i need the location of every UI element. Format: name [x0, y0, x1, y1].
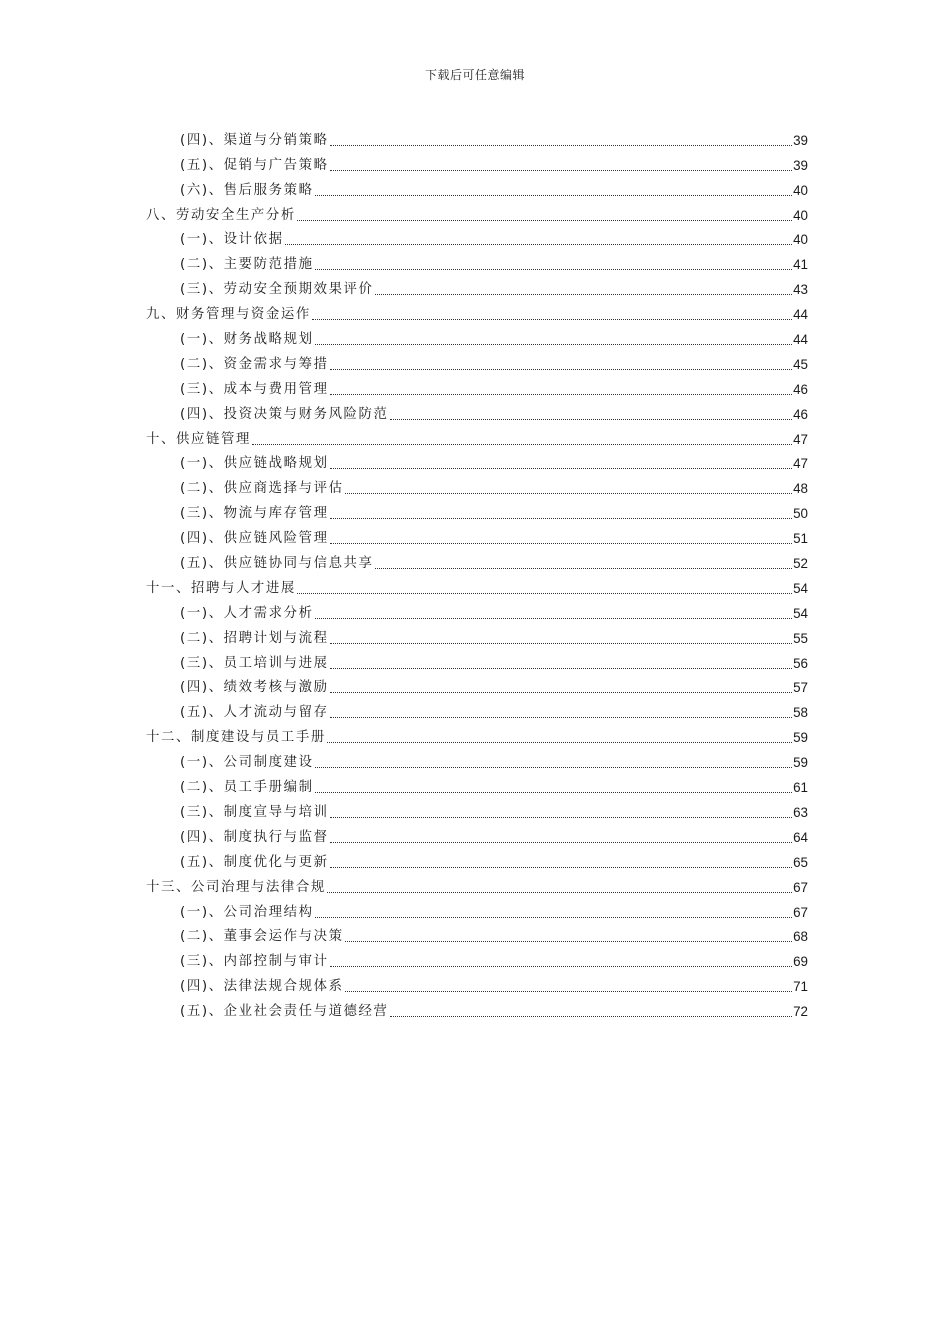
toc-entry-title: (一)、财务战略规划: [180, 332, 314, 348]
toc-page-number: 71: [793, 979, 808, 995]
toc-entry-title: (二)、员工手册编制: [180, 780, 314, 796]
toc-dot-leader: [330, 170, 793, 171]
toc-dot-leader: [315, 618, 793, 619]
toc-page-number: 51: [793, 531, 808, 547]
toc-page-number: 52: [793, 556, 808, 572]
toc-entry-title: 十一、招聘与人才进展: [146, 580, 296, 596]
toc-dot-leader: [330, 717, 793, 718]
toc-section-entry[interactable]: [146, 972, 808, 997]
toc-section-entry[interactable]: [146, 474, 808, 499]
toc-page-number: 65: [793, 854, 808, 870]
toc-page-number: 45: [793, 356, 808, 372]
toc-entry-title: (四)、供应链风险管理: [180, 531, 329, 547]
toc-page-number: 67: [793, 879, 808, 895]
toc-page-number: 40: [793, 182, 808, 198]
toc-entry-title: (三)、员工培训与进展: [180, 655, 329, 671]
table-of-contents: [146, 126, 808, 1022]
toc-section-entry[interactable]: [146, 450, 808, 475]
toc-entry-title: (三)、物流与库存管理: [180, 506, 329, 522]
toc-dot-leader: [327, 892, 792, 893]
toc-dot-leader: [390, 1016, 793, 1017]
toc-page-number: 56: [793, 655, 808, 671]
toc-entry-title: 九、财务管理与资金运作: [146, 307, 311, 323]
toc-entry-title: (三)、成本与费用管理: [180, 381, 329, 397]
toc-dot-leader: [330, 692, 793, 693]
toc-entry-title: (五)、促销与广告策略: [180, 157, 329, 173]
toc-chapter-entry[interactable]: [146, 723, 808, 748]
toc-dot-leader: [345, 493, 793, 494]
toc-entry-title: (三)、制度宣导与培训: [180, 804, 329, 820]
toc-page-number: 46: [793, 406, 808, 422]
toc-entry-title: (四)、法律法规合规体系: [180, 979, 344, 995]
toc-page-number: 43: [793, 282, 808, 298]
toc-dot-leader: [315, 344, 793, 345]
toc-page-number: 54: [793, 605, 808, 621]
toc-section-entry[interactable]: [146, 649, 808, 674]
toc-page-number: 44: [793, 332, 808, 348]
toc-entry-title: (二)、董事会运作与决策: [180, 929, 344, 945]
toc-entry-title: (三)、内部控制与审计: [180, 954, 329, 970]
toc-dot-leader: [330, 369, 793, 370]
toc-section-entry[interactable]: [146, 773, 808, 798]
toc-page-number: 50: [793, 506, 808, 522]
toc-entry-title: (四)、渠道与分销策略: [180, 132, 329, 148]
toc-dot-leader: [345, 991, 793, 992]
toc-dot-leader: [297, 220, 792, 221]
toc-page-number: 39: [793, 132, 808, 148]
toc-section-entry[interactable]: [146, 176, 808, 201]
toc-entry-title: (二)、招聘计划与流程: [180, 630, 329, 646]
toc-chapter-entry[interactable]: [146, 300, 808, 325]
toc-dot-leader: [327, 742, 792, 743]
toc-section-entry[interactable]: [146, 350, 808, 375]
toc-dot-leader: [345, 941, 793, 942]
toc-page-number: 47: [793, 431, 808, 447]
toc-entry-title: (六)、售后服务策略: [180, 182, 314, 198]
toc-page-number: 63: [793, 804, 808, 820]
toc-entry-title: (一)、设计依据: [180, 232, 284, 248]
toc-page-number: 59: [793, 755, 808, 771]
toc-entry-title: (五)、供应链协同与信息共享: [180, 556, 374, 572]
toc-entry-title: (二)、资金需求与筹措: [180, 356, 329, 372]
toc-dot-leader: [315, 195, 793, 196]
toc-entry-title: 十、供应链管理: [146, 431, 251, 447]
toc-section-entry[interactable]: [146, 250, 808, 275]
toc-page-number: 40: [793, 232, 808, 248]
toc-dot-leader: [330, 543, 793, 544]
toc-chapter-entry[interactable]: [146, 201, 808, 226]
toc-section-entry[interactable]: [146, 375, 808, 400]
toc-dot-leader: [312, 319, 792, 320]
toc-entry-title: 十二、制度建设与员工手册: [146, 730, 326, 746]
toc-section-entry[interactable]: [146, 923, 808, 948]
toc-section-entry[interactable]: [146, 325, 808, 350]
toc-dot-leader: [330, 518, 793, 519]
toc-entry-title: (一)、公司制度建设: [180, 755, 314, 771]
toc-section-entry[interactable]: [146, 275, 808, 300]
toc-page-number: 58: [793, 705, 808, 721]
toc-section-entry[interactable]: [146, 599, 808, 624]
toc-dot-leader: [252, 444, 792, 445]
toc-page-number: 61: [793, 780, 808, 796]
toc-entry-title: (四)、投资决策与财务风险防范: [180, 406, 389, 422]
toc-section-entry[interactable]: [146, 748, 808, 773]
toc-entry-title: (二)、供应商选择与评估: [180, 481, 344, 497]
toc-page-number: 68: [793, 929, 808, 945]
toc-section-entry[interactable]: [146, 400, 808, 425]
toc-entry-title: 十三、公司治理与法律合规: [146, 879, 326, 895]
toc-dot-leader: [330, 817, 793, 818]
toc-dot-leader: [315, 917, 793, 918]
toc-section-entry[interactable]: [146, 848, 808, 873]
toc-dot-leader: [330, 668, 793, 669]
toc-entry-title: (四)、制度执行与监督: [180, 829, 329, 845]
toc-entry-title: (一)、供应链战略规划: [180, 456, 329, 472]
toc-page-number: 54: [793, 580, 808, 596]
toc-section-entry[interactable]: [146, 499, 808, 524]
toc-page-number: 67: [793, 904, 808, 920]
toc-page-number: 57: [793, 680, 808, 696]
toc-page-number: 47: [793, 456, 808, 472]
toc-dot-leader: [330, 468, 793, 469]
toc-section-entry[interactable]: [146, 624, 808, 649]
toc-chapter-entry[interactable]: [146, 873, 808, 898]
toc-dot-leader: [390, 419, 793, 420]
toc-entry-title: (五)、制度优化与更新: [180, 854, 329, 870]
toc-entry-title: (一)、人才需求分析: [180, 605, 314, 621]
toc-dot-leader: [330, 867, 793, 868]
toc-entry-title: (一)、公司治理结构: [180, 904, 314, 920]
toc-page-number: 59: [793, 730, 808, 746]
toc-dot-leader: [330, 145, 793, 146]
toc-dot-leader: [315, 767, 793, 768]
toc-dot-leader: [330, 966, 793, 967]
toc-section-entry[interactable]: [146, 674, 808, 699]
toc-page-number: 39: [793, 157, 808, 173]
toc-chapter-entry[interactable]: [146, 574, 808, 599]
toc-dot-leader: [285, 244, 793, 245]
toc-page-number: 55: [793, 630, 808, 646]
toc-page-number: 46: [793, 381, 808, 397]
toc-page-number: 44: [793, 307, 808, 323]
toc-dot-leader: [330, 394, 793, 395]
toc-entry-title: (二)、主要防范措施: [180, 257, 314, 273]
toc-section-entry[interactable]: [146, 524, 808, 549]
toc-page-number: 69: [793, 954, 808, 970]
toc-page-number: 64: [793, 829, 808, 845]
toc-page-number: 40: [793, 207, 808, 223]
toc-section-entry[interactable]: [146, 226, 808, 251]
toc-section-entry[interactable]: [146, 549, 808, 574]
toc-page-number: 72: [793, 1004, 808, 1020]
toc-entry-title: (五)、人才流动与留存: [180, 705, 329, 721]
toc-page-number: 41: [793, 257, 808, 273]
toc-entry-title: (五)、企业社会责任与道德经营: [180, 1004, 389, 1020]
toc-section-entry[interactable]: [146, 798, 808, 823]
toc-dot-leader: [315, 269, 793, 270]
toc-section-entry[interactable]: [146, 947, 808, 972]
toc-dot-leader: [330, 643, 793, 644]
toc-page-number: 48: [793, 481, 808, 497]
page-header: 下载后可任意编辑: [424, 68, 525, 82]
toc-section-entry[interactable]: [146, 151, 808, 176]
toc-entry-title: 八、劳动安全生产分析: [146, 207, 296, 223]
toc-dot-leader: [297, 593, 792, 594]
toc-section-entry[interactable]: [146, 823, 808, 848]
toc-section-entry[interactable]: [146, 698, 808, 723]
toc-entry-title: (四)、绩效考核与激励: [180, 680, 329, 696]
toc-section-entry[interactable]: [146, 997, 808, 1022]
toc-section-entry[interactable]: [146, 898, 808, 923]
toc-entry-title: (三)、劳动安全预期效果评价: [180, 282, 374, 298]
toc-dot-leader: [315, 792, 793, 793]
toc-dot-leader: [375, 294, 793, 295]
toc-section-entry[interactable]: [146, 126, 808, 151]
toc-dot-leader: [375, 568, 793, 569]
toc-chapter-entry[interactable]: [146, 425, 808, 450]
toc-dot-leader: [330, 842, 793, 843]
